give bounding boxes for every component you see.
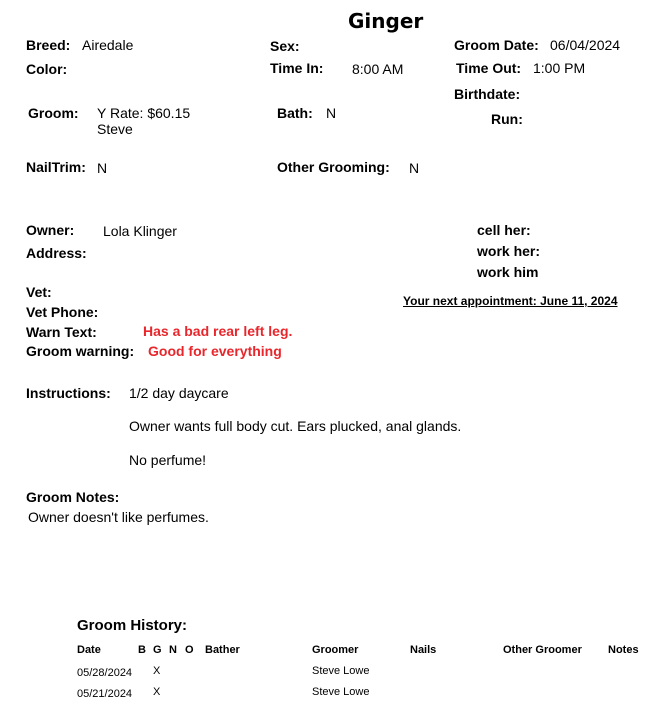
groom-label: Groom: [28, 105, 79, 121]
time-out-value: 1:00 PM [533, 60, 586, 76]
time-out-label: Time Out: [456, 60, 522, 76]
address-label: Address: [26, 245, 87, 261]
groom-date-label: Groom Date: [454, 37, 539, 53]
cell-her-label: cell her: [477, 222, 531, 238]
history-header-notes: Notes [608, 644, 639, 656]
nailtrim-value: N [97, 160, 108, 176]
time-in-value: 8:00 AM [352, 61, 404, 77]
breed-label: Breed: [26, 37, 71, 53]
owner-value: Lola Klinger [103, 223, 177, 239]
history-row-1-g: X [153, 665, 161, 677]
warn-text-value: Has a bad rear left leg. [143, 323, 293, 339]
history-header-n: N [169, 644, 177, 656]
run-label: Run: [491, 111, 523, 127]
next-appointment: Your next appointment: June 11, 2024 [403, 294, 618, 308]
groom-warning-label: Groom warning: [26, 343, 135, 359]
bath-value: N [326, 105, 337, 121]
groom-notes-label: Groom Notes: [26, 489, 120, 505]
vet-phone-label: Vet Phone: [26, 304, 99, 320]
history-header-other-groomer: Other Groomer [503, 644, 582, 656]
color-label: Color: [26, 61, 68, 77]
other-grooming-label: Other Grooming: [277, 159, 390, 175]
groom-date-value: 06/04/2024 [550, 37, 621, 53]
groom-warning-value: Good for everything [148, 343, 282, 359]
sex-label: Sex: [270, 38, 300, 54]
work-her-label: work her: [477, 243, 541, 259]
groom-value-rate: Y Rate: $60.15 [97, 105, 191, 121]
vet-label: Vet: [26, 284, 52, 300]
history-header-b: B [138, 644, 146, 656]
groom-value-groomer: Steve [97, 121, 133, 137]
history-row-2-date: 05/21/2024 [77, 688, 133, 700]
breed-value: Airedale [82, 37, 134, 53]
instructions-line-1: 1/2 day daycare [129, 385, 229, 401]
nailtrim-label: NailTrim: [26, 159, 86, 175]
history-header-date: Date [77, 644, 101, 656]
page-title: Ginger [348, 9, 424, 33]
history-header-groomer: Groomer [312, 644, 359, 656]
groom-history-title: Groom History: [77, 617, 188, 634]
history-header-bather: Bather [205, 644, 240, 656]
history-row-2-g: X [153, 686, 161, 698]
other-grooming-value: N [409, 160, 420, 176]
groom-notes-value: Owner doesn't like perfumes. [28, 509, 209, 525]
history-row-1-date: 05/28/2024 [77, 667, 133, 679]
instructions-line-3: No perfume! [129, 452, 207, 468]
bath-label: Bath: [277, 105, 313, 121]
history-header-nails: Nails [410, 644, 437, 656]
birthdate-label: Birthdate: [454, 86, 521, 102]
history-row-1-groomer: Steve Lowe [312, 665, 370, 677]
history-row-2-groomer: Steve Lowe [312, 686, 370, 698]
instructions-line-2: Owner wants full body cut. Ears plucked, anal glands. [129, 418, 462, 434]
work-him-label: work him [477, 264, 539, 280]
instructions-label: Instructions: [26, 385, 111, 401]
time-in-label: Time In: [270, 60, 324, 76]
warn-text-label: Warn Text: [26, 324, 97, 340]
history-header-o: O [185, 644, 194, 656]
history-header-g: G [153, 644, 162, 656]
owner-label: Owner: [26, 222, 75, 238]
